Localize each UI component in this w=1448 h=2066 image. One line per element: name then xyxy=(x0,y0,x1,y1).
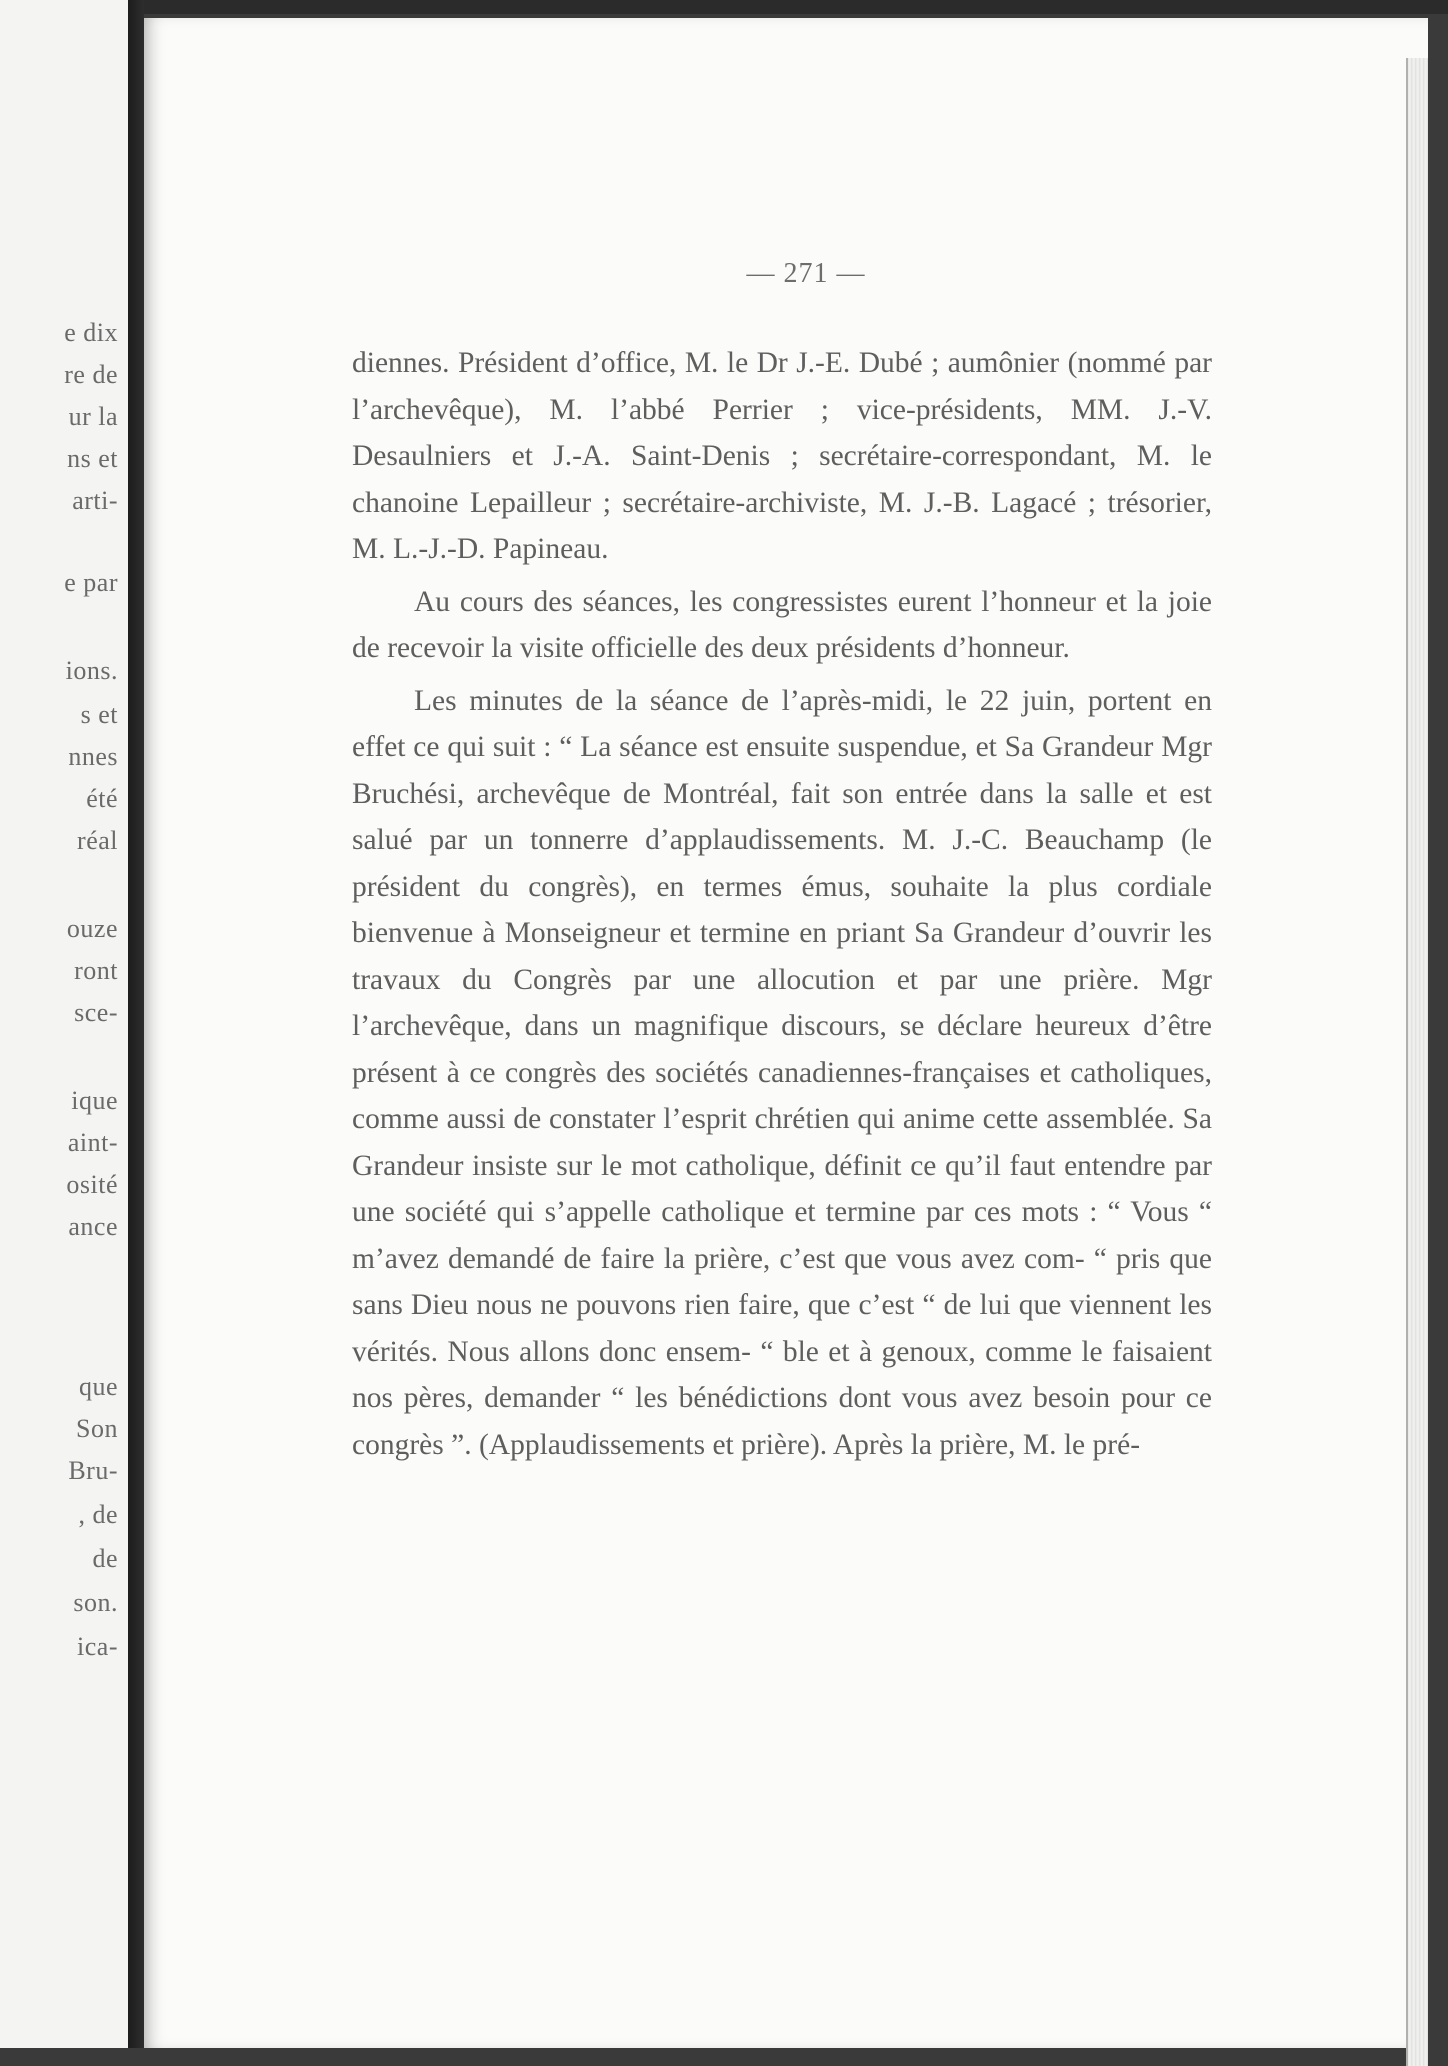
previous-page-text-fragment: ouze xyxy=(66,914,118,943)
previous-page-text-fragment: s et xyxy=(80,700,118,729)
previous-page-text-fragment: aint- xyxy=(67,1128,118,1157)
previous-page-text-fragment: re de xyxy=(64,360,118,389)
previous-page-text-fragment: ur la xyxy=(68,402,118,431)
previous-page-text-fragment: ns et xyxy=(67,444,118,473)
previous-page-text-fragment: ront xyxy=(74,956,118,985)
previous-page-text-fragment: Bru- xyxy=(68,1456,118,1485)
previous-page-text-fragment: son. xyxy=(73,1588,118,1617)
previous-page-text-fragment: e dix xyxy=(64,318,118,347)
previous-page-text-fragment: Son xyxy=(76,1414,118,1443)
page-stack-edge xyxy=(1408,58,1428,2066)
paragraph: Les minutes de la séance de l’après-midi, le 22 juin, portent en effet ce qui suit : “ La séance est ensuite suspendue, et Sa Grandeur Mgr Bruchési, archevêque de Montréal, fait son entrée dans la salle et est salué par un tonnerre d’applaudissements. M. J.-C. Beauchamp (le président du congrès), en termes émus, souhaite la plus cordiale bienvenue à Monseigneur et termine en priant Sa Grandeur d’ouvrir les travaux du Congrès par une allocution et par une prière. Mgr l’archevêque, dans un magnifique discours, se déclare heureux d’être présent à ce congrès des sociétés canadiennes-françaises et catholiques, comme aussi de constater l’esprit chrétien qui anime cette assemblée. Sa Grandeur insiste sur le mot catholique, définit ce qu’il faut entendre par une société qui s’appelle catholique et termine par ces mots : “ Vous “ m’avez demandé de faire la prière, c’est que vous avez com- “ pris que sans Dieu nous ne pouvons rien faire, que c’est “ de lui que viennent les vérités. Nous allons donc ensem- “ ble et à genoux, comme le faisaient nos pères, demander “ les bénédictions dont vous avez besoin pour ce congrès ”. (Applaudissements et prière). Après la prière, M. le pré- xyxy=(352,684,1212,1461)
scan-top-shadow xyxy=(0,0,1448,14)
previous-page-text-fragment: ance xyxy=(68,1212,118,1241)
previous-page-text-fragment: ica- xyxy=(77,1632,118,1661)
previous-page-text-fragment: de xyxy=(92,1544,118,1573)
paragraph: diennes. Président d’office, M. le Dr J.-E. Dubé ; aumônier (nommé par l’archevêque), M. l’abbé Perrier ; vice-présidents, MM. J.-V. Desaulniers et J.-A. Saint-Denis ; secrétaire-correspondant, M. le chanoine Lepailleur ; secrétaire-archiviste, M. J.-B. Lagacé ; trésorier, M. L.-J.-D. Papineau. xyxy=(352,347,1212,565)
previous-page-text-fragment: que xyxy=(78,1372,118,1401)
paragraph: Au cours des séances, les congressistes eurent l’honneur et la joie de recevoir la visite officielle des deux présidents d’honneur. xyxy=(352,585,1212,664)
page-body-text xyxy=(352,340,1212,1468)
previous-page-edge xyxy=(0,0,128,2048)
book-page xyxy=(144,18,1428,2048)
previous-page-text-fragment: , de xyxy=(78,1500,118,1529)
page-number: — 271 — xyxy=(746,258,866,289)
previous-page-text-fragment: été xyxy=(86,784,118,813)
previous-page-text-fragment: réal xyxy=(77,826,118,855)
previous-page-text-fragment: ique xyxy=(71,1086,118,1115)
previous-page-text-fragment: nnes xyxy=(68,742,118,771)
previous-page-text-fragment: e par xyxy=(64,568,118,597)
previous-page-text-fragment: osité xyxy=(66,1170,118,1199)
previous-page-text-fragment: ions. xyxy=(65,656,118,685)
previous-page-text-fragment: arti- xyxy=(72,486,118,515)
book-gutter xyxy=(128,0,144,2048)
previous-page-text-fragment: sce- xyxy=(74,998,118,1027)
